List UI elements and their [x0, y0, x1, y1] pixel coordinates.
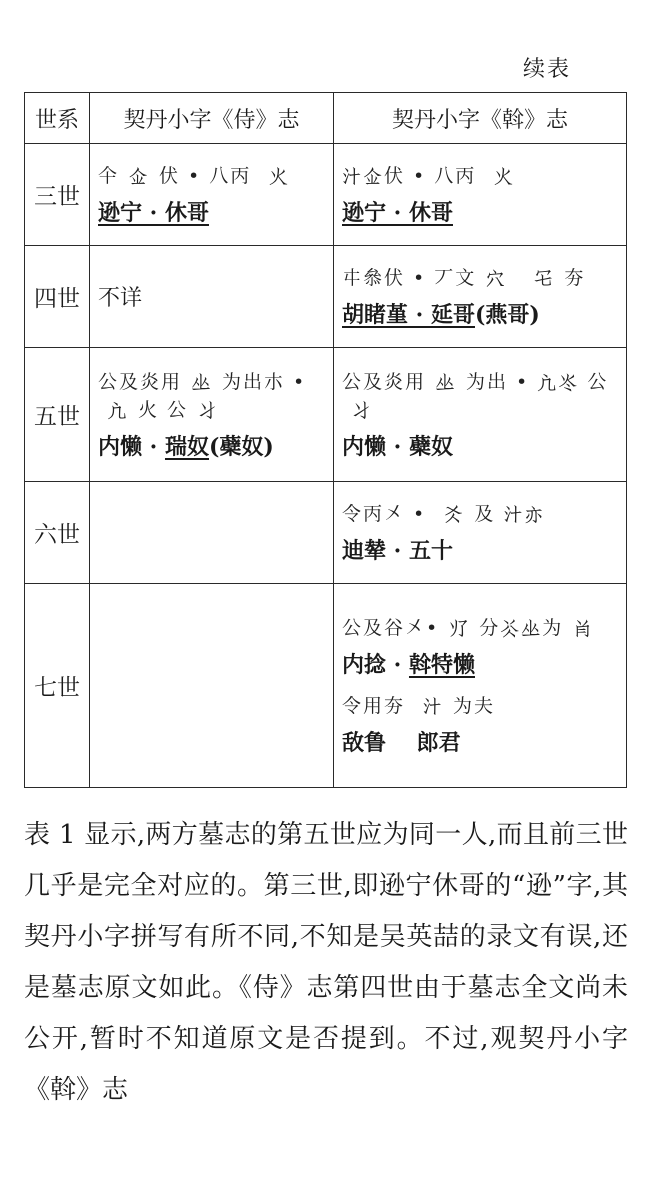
body-paragraph: 表 1 显示,两方墓志的第五世应为同一人,而且前三世几乎是完全对应的。第三世,即逊宁休哥的“逊”字,其契丹小字拼写有所不同,不知是吴英喆的录文有误,还是墓志原文如此。《侍》志第四世由于墓志全文尚未公开,暂时不知道原文是否提到。不过,观契丹小字《斡》志	[24, 820, 628, 1105]
wo-cell	[334, 482, 627, 584]
khitan-script: 公及谷㐅•𘱜分𘱦𘱅为𘱧	[342, 616, 604, 639]
header-shi-epitaph: 契丹小字《侍》志	[90, 93, 334, 144]
chinese-name	[342, 300, 618, 330]
khitan-script: 㐄叅伏 • 丆文𘱘 𘲂夯	[342, 266, 586, 289]
generation-cell: 四世	[25, 246, 90, 348]
table-row	[25, 348, 627, 482]
chinese-name	[98, 198, 325, 228]
name-prefix: 内捻 ·	[342, 651, 409, 678]
shi-cell	[90, 144, 334, 246]
khitan-script: 令用夯 𘱟为夫	[342, 694, 496, 717]
chinese-name	[98, 432, 325, 462]
name-alias: (蘗奴)	[209, 433, 274, 460]
continued-table-label: 续表	[523, 57, 572, 82]
name-underlined: 斡特懒	[408, 651, 475, 678]
shi-cell-empty	[90, 584, 334, 788]
genealogy-table	[24, 92, 627, 788]
khitan-script: 公及炎用𘱅为出 • 𘱚𘱬 公𘱛	[342, 370, 609, 421]
khitan-script: 𘱟𘱀伏 • 八丙 𘱪	[342, 164, 525, 187]
khitan-script: 令丙㐅 • 𘱐及 𘱟𘱕	[342, 502, 546, 525]
shi-cell	[90, 246, 334, 348]
name-underlined: 胡睹堇 · 延哥	[342, 301, 475, 328]
khitan-script: 仐𘱀伏 • 八丙 𘱪	[98, 164, 300, 187]
generation-cell: 三世	[25, 144, 90, 246]
table-row	[25, 246, 627, 348]
table-row	[25, 144, 627, 246]
shi-cell-empty	[90, 482, 334, 584]
generation-cell: 六世	[25, 482, 90, 584]
wo-cell	[334, 348, 627, 482]
chinese-name	[342, 198, 618, 228]
name-underlined: 逊宁 · 休哥	[342, 199, 453, 226]
wo-cell	[334, 246, 627, 348]
name-underlined: 逊宁 · 休哥	[98, 199, 209, 226]
chinese-name: 敌鲁 郎君	[342, 729, 461, 756]
chinese-name: 迪辇 · 五十	[342, 537, 453, 564]
unknown-text: 不详	[98, 286, 143, 311]
name-prefix: 内懒 ·	[98, 433, 165, 460]
wo-cell	[334, 584, 627, 788]
name-alias: (燕哥)	[474, 301, 540, 328]
table-header-row	[25, 93, 627, 144]
generation-cell: 七世	[25, 584, 90, 788]
header-generation: 世系	[25, 93, 90, 144]
generation-cell: 五世	[25, 348, 90, 482]
table-row	[25, 584, 627, 788]
name-underlined: 瑞奴	[164, 433, 209, 460]
wo-cell	[334, 144, 627, 246]
chinese-name	[342, 650, 618, 680]
table-row	[25, 482, 627, 584]
chinese-name: 内懒 · 蘗奴	[342, 433, 453, 460]
header-wo-epitaph: 契丹小字《斡》志	[334, 93, 627, 144]
shi-cell	[90, 348, 334, 482]
khitan-script: 公及炎用𘱅为出朩 • 𘱚火 公𘱛	[98, 370, 307, 421]
